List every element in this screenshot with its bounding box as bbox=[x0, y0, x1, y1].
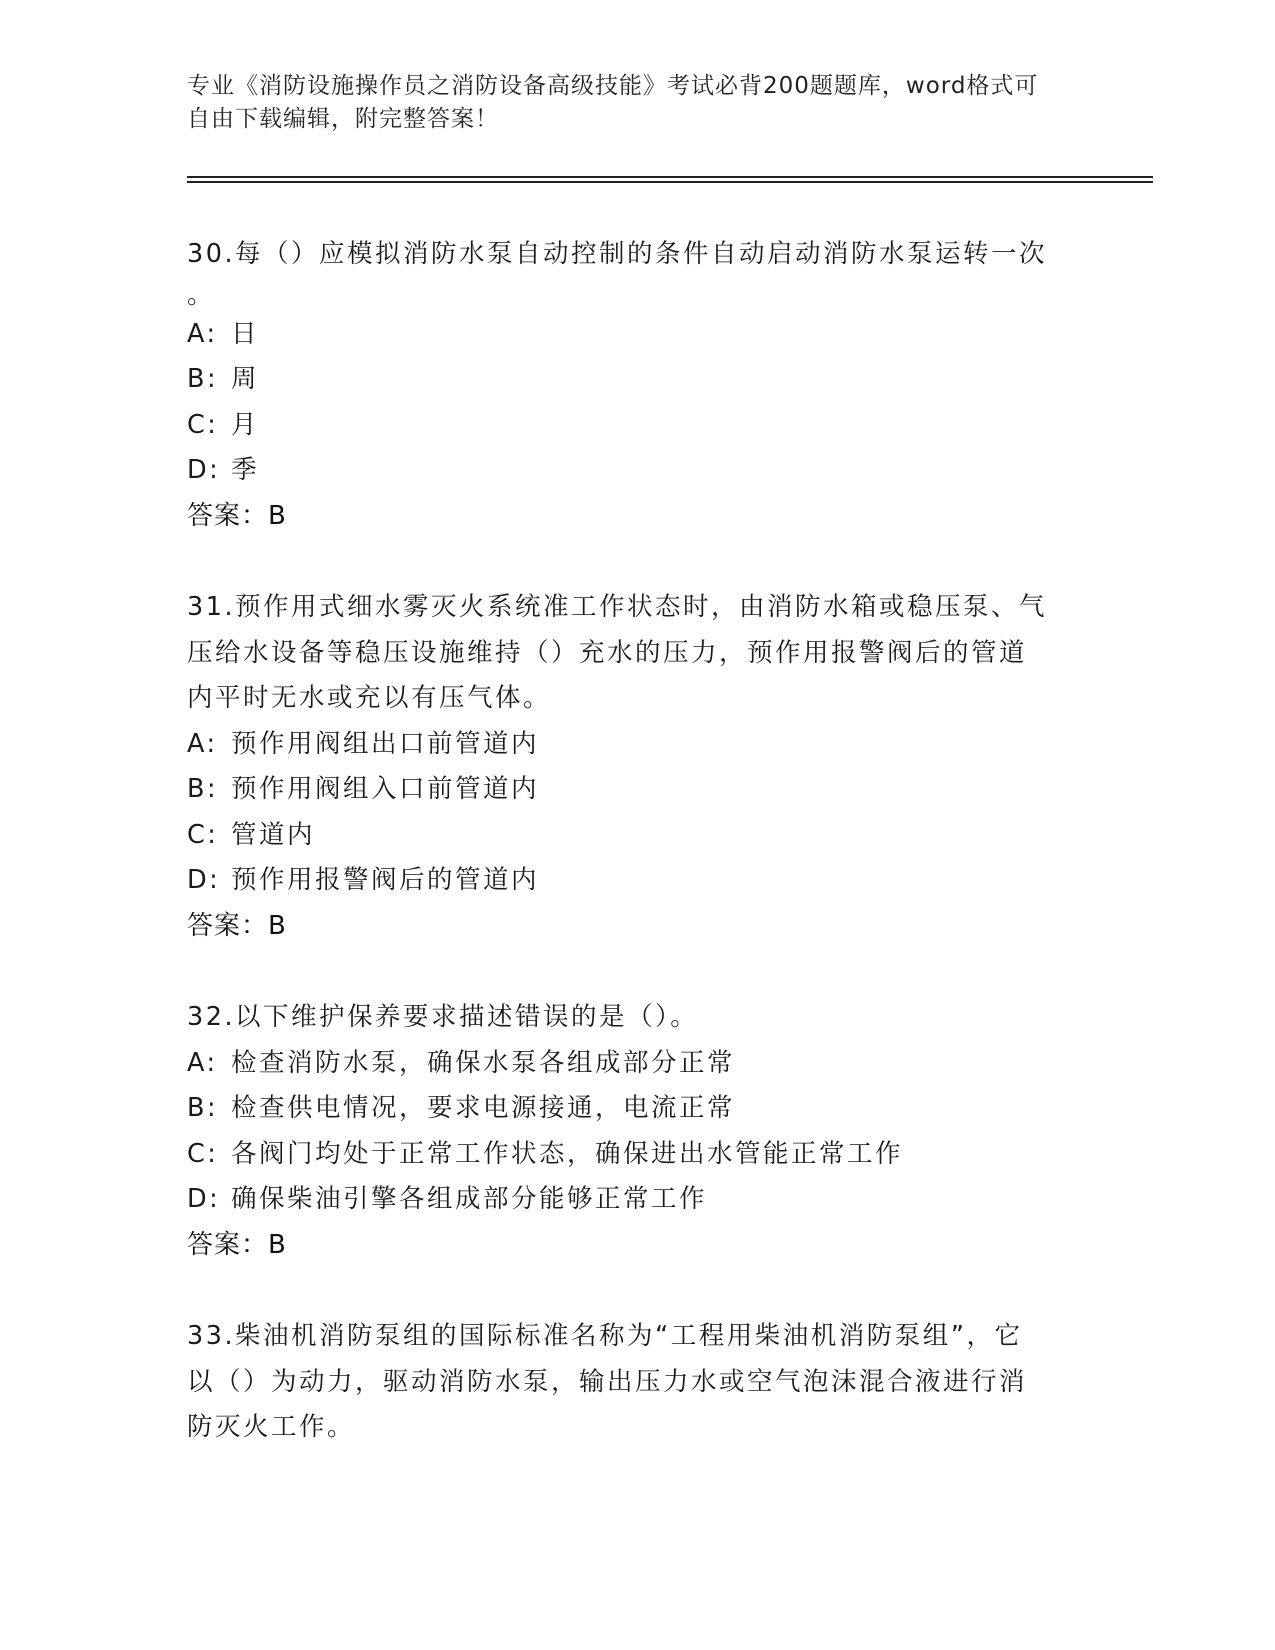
question-list bbox=[187, 232, 1087, 1497]
option-letter: A: bbox=[187, 1047, 218, 1078]
option-c bbox=[187, 813, 1087, 859]
option-b bbox=[187, 767, 1087, 813]
question-stem-line: 33.柴油机消防泵组的国际标准名称为“工程用柴油机消防泵组”，它 bbox=[187, 1321, 1023, 1351]
header-rule-bottom bbox=[187, 181, 1153, 183]
question-31 bbox=[187, 585, 1087, 949]
document-header bbox=[187, 70, 1067, 136]
question-stem-line: 防灭火工作。 bbox=[187, 1412, 356, 1442]
option-letter: D: bbox=[187, 1184, 221, 1214]
question-33 bbox=[187, 1314, 1087, 1451]
option-text: 检查消防水泵，确保水泵各组成部分正常 bbox=[231, 1047, 736, 1078]
option-text: 预作用阀组出口前管道内 bbox=[231, 728, 540, 759]
option-b bbox=[187, 357, 1087, 403]
header-rule-top bbox=[187, 176, 1153, 178]
option-c bbox=[187, 1132, 1087, 1178]
option-text: 日 bbox=[231, 318, 260, 349]
option-text: 季 bbox=[231, 455, 260, 485]
question-stem-line: 。 bbox=[187, 279, 216, 310]
option-letter: A: bbox=[187, 728, 218, 759]
option-letter: C: bbox=[187, 1138, 219, 1169]
option-letter: C: bbox=[187, 819, 219, 850]
option-d bbox=[187, 858, 1087, 904]
question-stem-line: 以（）为动力，驱动消防水泵，输出压力水或空气泡沫混合液进行消 bbox=[187, 1366, 1028, 1397]
option-letter: B: bbox=[187, 1093, 219, 1123]
question-stem-line: 30.每（）应模拟消防水泵自动控制的条件自动启动消防水泵运转一次 bbox=[187, 239, 1048, 269]
option-text: 各阀门均处于正常工作状态，确保进出水管能正常工作 bbox=[231, 1138, 904, 1169]
option-d bbox=[187, 1177, 1087, 1223]
option-text: 预作用报警阀后的管道内 bbox=[231, 865, 540, 895]
option-letter: C: bbox=[187, 409, 219, 440]
option-letter: B: bbox=[187, 774, 219, 804]
question-30 bbox=[187, 232, 1087, 539]
answer-label: 答案：B bbox=[187, 910, 287, 941]
answer-label: 答案：B bbox=[187, 500, 287, 531]
option-letter: A: bbox=[187, 318, 218, 349]
question-stem-line: 31.预作用式细水雾灭火系统准工作状态时，由消防水箱或稳压泵、气 bbox=[187, 592, 1048, 622]
option-letter: D: bbox=[187, 865, 221, 895]
question-stem-line: 压给水设备等稳压设施维持（）充水的压力，预作用报警阀后的管道 bbox=[187, 637, 1028, 668]
option-text: 检查供电情况，要求电源接通，电流正常 bbox=[231, 1093, 736, 1123]
option-text: 确保柴油引擎各组成部分能够正常工作 bbox=[231, 1184, 708, 1214]
option-text: 预作用阀组入口前管道内 bbox=[231, 774, 540, 804]
option-letter: D: bbox=[187, 455, 221, 485]
option-text: 月 bbox=[231, 409, 260, 440]
question-stem-line: 内平时无水或充以有压气体。 bbox=[187, 683, 552, 713]
header-line-2: 自由下载编辑，附完整答案！ bbox=[187, 106, 499, 132]
question-stem-line: 32.以下维护保养要求描述错误的是（）。 bbox=[187, 1002, 699, 1032]
answer-label: 答案：B bbox=[187, 1229, 287, 1260]
option-c bbox=[187, 403, 1087, 449]
option-a bbox=[187, 722, 1087, 768]
option-text: 周 bbox=[231, 364, 260, 394]
option-b bbox=[187, 1086, 1087, 1132]
question-32 bbox=[187, 995, 1087, 1268]
option-text: 管道内 bbox=[231, 819, 316, 850]
option-d bbox=[187, 448, 1087, 494]
option-a bbox=[187, 312, 1087, 358]
option-letter: B: bbox=[187, 364, 219, 394]
header-line-1: 专业《消防设施操作员之消防设备高级技能》考试必背200题题库，word格式可 bbox=[187, 73, 1039, 99]
option-a bbox=[187, 1041, 1087, 1087]
